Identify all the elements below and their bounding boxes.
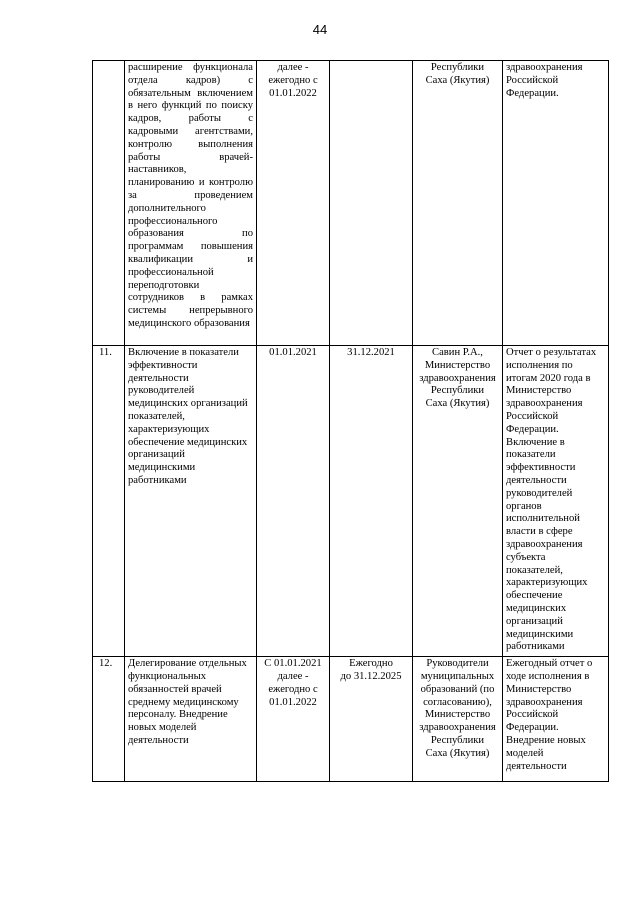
responsible-party: Руководители муниципальных образований (по согласованию), Министерство здравоохранения Республики Саха (Якутия) bbox=[413, 657, 503, 782]
measure-description: расширение функционала отдела кадров) с обязательным включением в него функций по поиску кадров, работы с кадровыми агентствами, контролю выполнения работы врачей-наставников, планированию и контролю за проведением дополнительного профессионального образования по программам повышения квалификации и профессиональной переподготовки сотрудников в рамках системы непрерывного медицинского образования bbox=[125, 61, 257, 346]
row-number: 11. bbox=[93, 346, 125, 657]
table-row bbox=[93, 657, 609, 782]
start-date: далее - ежегодно с 01.01.2022 bbox=[257, 61, 330, 346]
measure-description: Включение в показатели эффективности деятельности руководителей медицинских организаций показателей, характеризующих обеспечение медицинских организаций медицинскими работниками bbox=[125, 346, 257, 657]
action-plan-table bbox=[92, 60, 609, 782]
end-date: 31.12.2021 bbox=[330, 346, 413, 657]
row-number bbox=[93, 61, 125, 346]
responsible-party: Республики Саха (Якутия) bbox=[413, 61, 503, 346]
table-row bbox=[93, 61, 609, 346]
start-date: С 01.01.2021 далее - ежегодно с 01.01.2022 bbox=[257, 657, 330, 782]
table-row bbox=[93, 346, 609, 657]
row-number: 12. bbox=[93, 657, 125, 782]
page-number: 44 bbox=[312, 22, 328, 37]
expected-result: Отчет о результатах исполнения по итогам 2020 года в Министерство здравоохранения Российской Федерации. Включение в показатели эффективности деятельности руководителей органов исполнительной власти в сфере здравоохранения субъекта показателей, характеризующих обеспечение медицинских организаций медицинскими работниками bbox=[503, 346, 609, 657]
expected-result: здравоохранения Российской Федерации. bbox=[503, 61, 609, 346]
expected-result: Ежегодный отчет о ходе исполнения в Министерство здравоохранения Российской Федерации. Внедрение новых моделей деятельности bbox=[503, 657, 609, 782]
end-date: Ежегодно до 31.12.2025 bbox=[330, 657, 413, 782]
responsible-party: Савин Р.А., Министерство здравоохранения Республики Саха (Якутия) bbox=[413, 346, 503, 657]
measure-description: Делегирование отдельных функциональных обязанностей врачей среднему медицинскому персоналу. Внедрение новых моделей деятельности bbox=[125, 657, 257, 782]
start-date: 01.01.2021 bbox=[257, 346, 330, 657]
end-date bbox=[330, 61, 413, 346]
